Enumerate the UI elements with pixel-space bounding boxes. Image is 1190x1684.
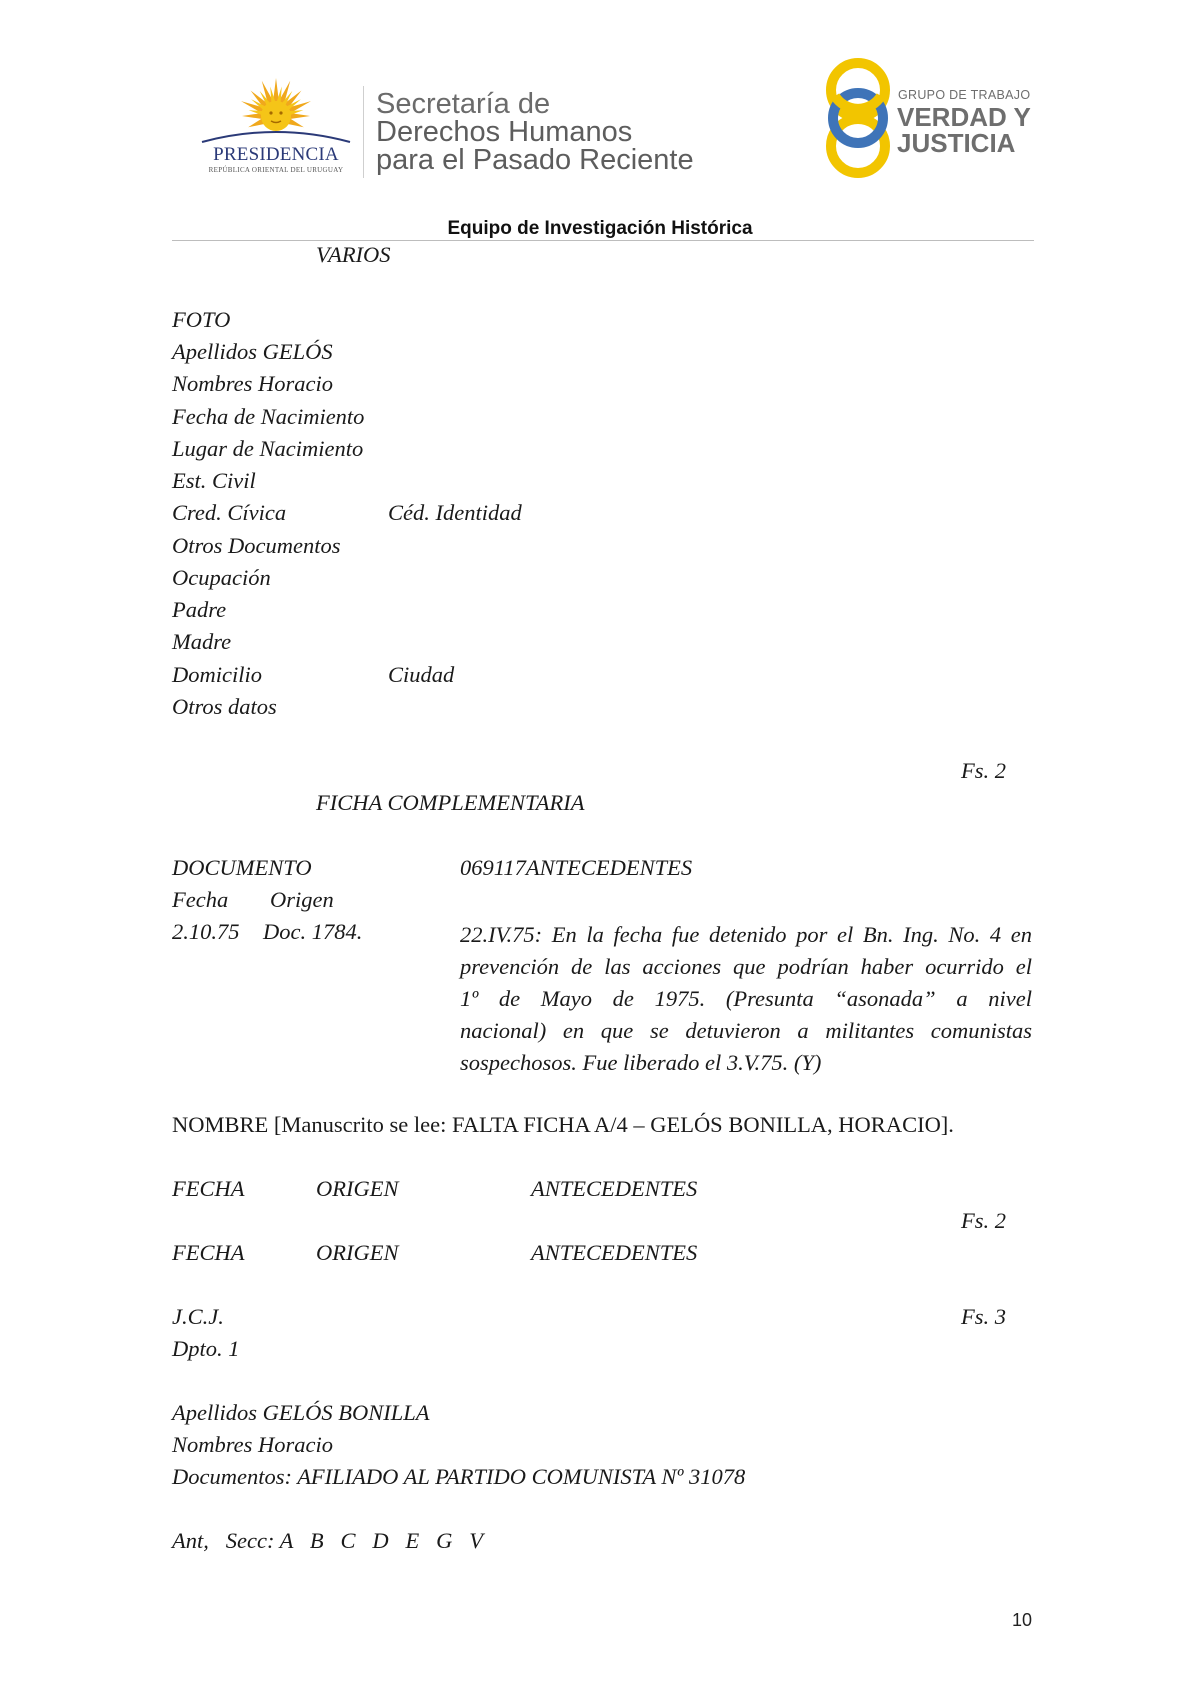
- folio-label: Fs. 2: [961, 1208, 1006, 1233]
- table2-fecha: FECHA: [172, 1240, 245, 1265]
- field-est-civil: Est. Civil: [172, 468, 256, 493]
- field-lugar-nacimiento: Lugar de Nacimiento: [172, 436, 364, 461]
- field-ced-identidad: Céd. Identidad: [388, 500, 522, 525]
- ficha-date: 2.10.75: [172, 919, 240, 944]
- table1-fecha: FECHA: [172, 1176, 245, 1201]
- field-otros-datos: Otros datos: [172, 694, 277, 719]
- field-domicilio: Domicilio: [172, 662, 262, 687]
- ficha-heading: FICHA COMPLEMENTARIA: [316, 790, 585, 815]
- antecedente-line: 1º de Mayo de 1975. (Presunta “asonada” a nivel: [460, 986, 1032, 1011]
- field-cred-civica: Cred. Cívica: [172, 500, 287, 525]
- field-foto: FOTO: [172, 307, 231, 332]
- ficha-fecha-label: Fecha: [172, 887, 229, 912]
- secretaria-line-1: Secretaría de: [376, 88, 551, 120]
- folio-label: Fs. 2: [961, 758, 1006, 783]
- header-rule: [172, 240, 1034, 241]
- presidencia-sub: REPÚBLICA ORIENTAL DEL URUGUAY: [208, 166, 344, 174]
- table1-antecedentes: ANTECEDENTES: [531, 1176, 698, 1201]
- gtj-small-label: GRUPO DE TRABAJO: [898, 88, 1031, 102]
- jcj-label: J.C.J.: [172, 1304, 224, 1329]
- antecedente-line: sospechosos. Fue liberado el 3.V.75. (Y): [460, 1050, 822, 1075]
- ficha-documento-label: DOCUMENTO: [172, 855, 312, 880]
- antecedente-line: nacional) en que se detuvieron a militantes comunistas: [460, 1018, 1032, 1043]
- page-number: 10: [1012, 1610, 1033, 1630]
- field-ciudad: Ciudad: [388, 662, 455, 687]
- field-ocupacion: Ocupación: [172, 565, 271, 590]
- varios-heading: VARIOS: [316, 242, 391, 267]
- secretaria-line-3: para el Pasado Reciente: [376, 144, 694, 176]
- field-apellidos: Apellidos GELÓS: [172, 339, 333, 364]
- rings-icon: [822, 56, 894, 180]
- table2-origen: ORIGEN: [316, 1240, 399, 1265]
- gtj-line-1: VERDAD Y: [897, 102, 1031, 132]
- antecedente-line: prevención de las acciones que podrían haber ocurrido el: [460, 954, 1032, 979]
- table2-antecedentes: ANTECEDENTES: [531, 1240, 698, 1265]
- ficha-documento-number: 069117ANTECEDENTES: [460, 855, 693, 880]
- gtj-line-2: JUSTICIA: [897, 128, 1016, 158]
- nombres-2: Nombres Horacio: [172, 1432, 334, 1457]
- ficha-origen-label: Origen: [270, 887, 334, 912]
- logo-divider: [363, 86, 364, 178]
- folio-label: Fs. 3: [961, 1304, 1006, 1329]
- sun-icon: [196, 78, 356, 146]
- field-otros-documentos: Otros Documentos: [172, 533, 341, 558]
- presidencia-logo: [196, 78, 356, 178]
- field-fecha-nacimiento: Fecha de Nacimiento: [172, 404, 365, 429]
- team-title: Equipo de Investigación Histórica: [447, 218, 753, 239]
- presidencia-label: PRESIDENCIA: [213, 144, 339, 165]
- field-padre: Padre: [172, 597, 227, 622]
- secretaria-logo: [376, 90, 694, 174]
- table1-origen: ORIGEN: [316, 1176, 399, 1201]
- field-nombres: Nombres Horacio: [172, 371, 334, 396]
- verdad-justicia-logo: [822, 56, 1032, 180]
- ant-secc-line: Ant, Secc: A B C D E G V: [172, 1528, 483, 1553]
- ficha-antecedentes-text: [460, 919, 1032, 1079]
- nombre-line: NOMBRE [Manuscrito se lee: FALTA FICHA A/4 – GELÓS BONILLA, HORACIO].: [172, 1112, 954, 1137]
- antecedente-line: 22.IV.75: En la fecha fue detenido por el Bn. Ing. No. 4 en: [460, 922, 1032, 947]
- field-madre: Madre: [172, 629, 232, 654]
- dpto-label: Dpto. 1: [172, 1336, 240, 1361]
- apellidos-2: Apellidos GELÓS BONILLA: [172, 1400, 430, 1425]
- documentos-2: Documentos: AFILIADO AL PARTIDO COMUNISTA Nº 31078: [172, 1464, 746, 1489]
- ficha-doc: Doc. 1784.: [263, 919, 363, 944]
- secretaria-line-2: Derechos Humanos: [376, 116, 633, 148]
